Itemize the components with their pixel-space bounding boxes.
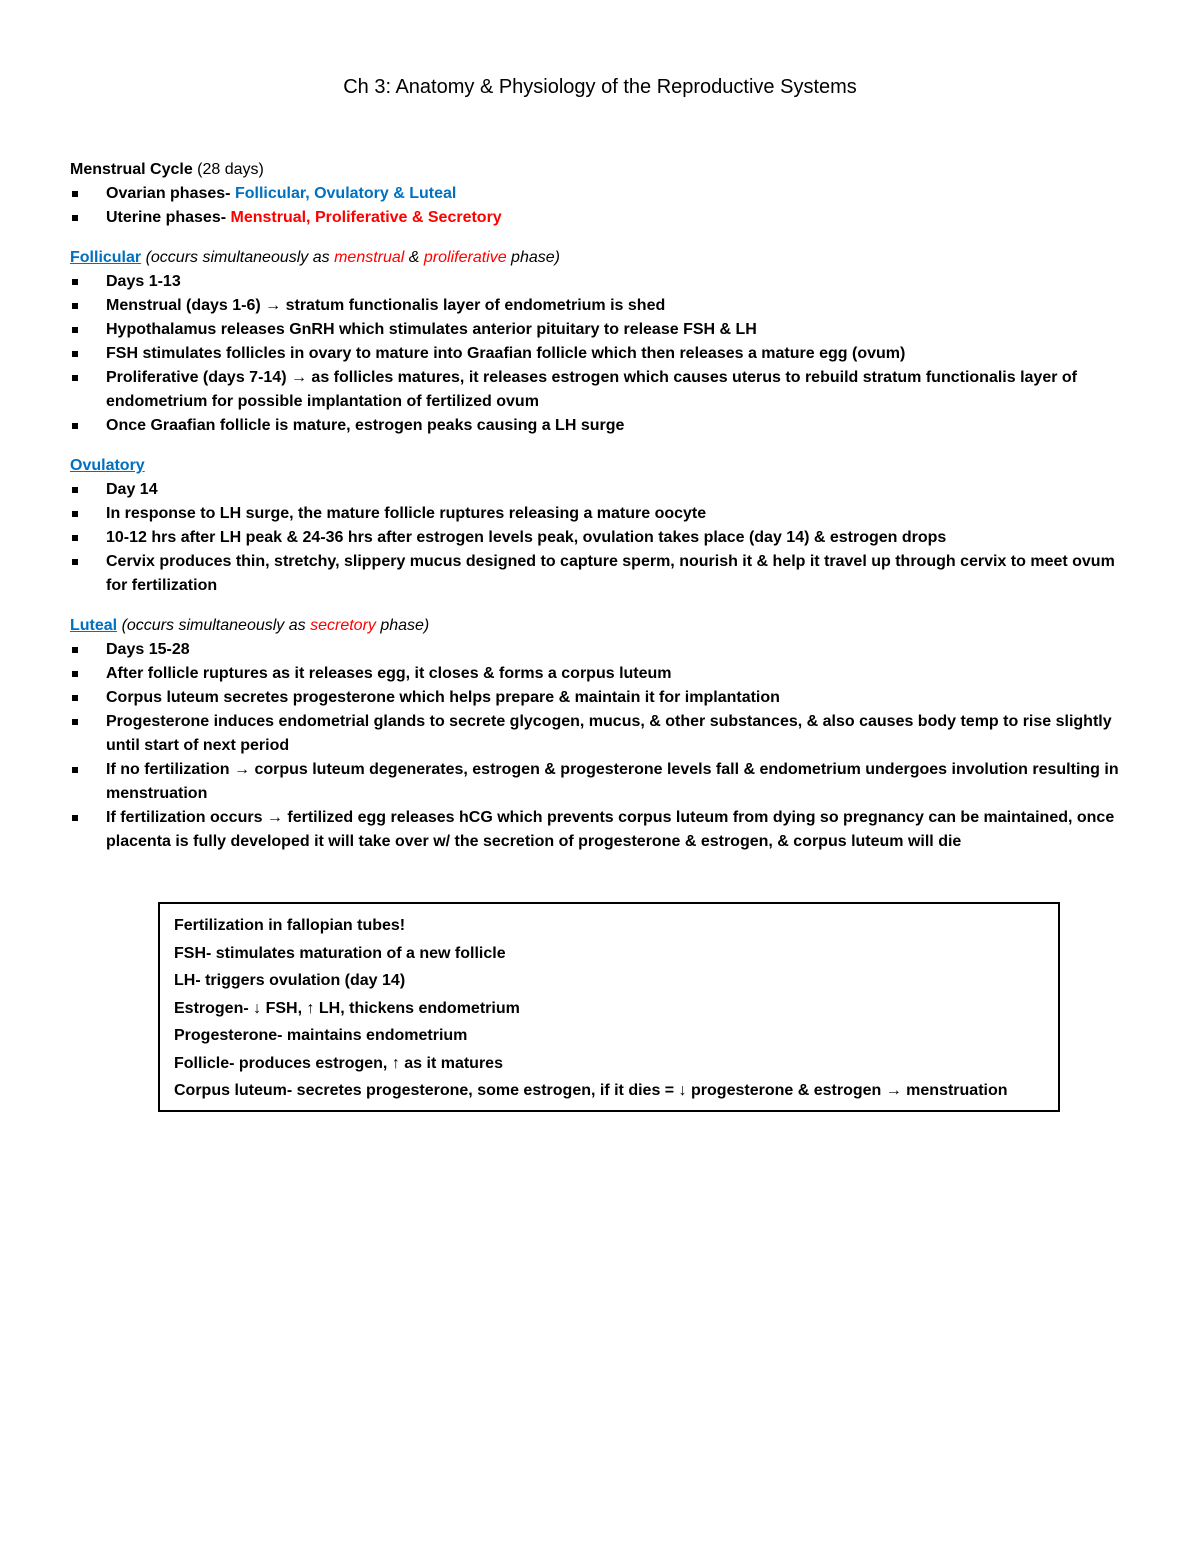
follicular-note: (occurs simultaneously as [141, 249, 335, 266]
luteal-title: Luteal [70, 617, 118, 634]
list-item [70, 638, 1135, 662]
list-item-text: In response to LH surge, the mature follicle ruptures releasing a mature oocyte [106, 505, 707, 522]
summary-line: Estrogen- ↓ FSH, ↑ LH, thickens endometrium [174, 999, 520, 1017]
follicular-note-and: & [404, 249, 424, 266]
list-item-text: Menstrual (days 1-6) → stratum functionalis layer of endometrium is shed [106, 297, 666, 314]
list-item [70, 414, 1135, 438]
follicular-note-end: phase) [506, 249, 560, 266]
list-item-text: 10-12 hrs after LH peak & 24-36 hrs after estrogen levels peak, ovulation takes place (day 14) & estrogen drops [106, 529, 947, 546]
luteal-note-end: phase) [375, 617, 430, 634]
list-item-text: Days 15-28 [106, 641, 190, 658]
bullet-icon [72, 511, 78, 517]
luteal-note: (occurs simultaneously as [117, 617, 311, 634]
bullet-icon [72, 695, 78, 701]
follicular-note-proliferative: proliferative [423, 249, 507, 266]
bullet-icon [72, 647, 78, 653]
list-item-text: After follicle ruptures as it releases egg, it closes & forms a corpus luteum [106, 665, 672, 682]
list-item-text: Proliferative (days 7-14) → as follicles matures, it releases estrogen which causes uterus to rebuild stratum functionalis layer of endometrium for possible implantation of fertilized ovum [106, 369, 1077, 410]
bullet-icon [72, 559, 78, 565]
list-item [70, 806, 1135, 854]
bullet-icon [72, 767, 78, 773]
uterine-phases-label: Uterine phases- [106, 209, 231, 226]
notes-body [70, 158, 1135, 854]
list-item [70, 366, 1135, 414]
list-item [70, 550, 1135, 598]
list-item-text: Corpus luteum secretes progesterone which helps prepare & maintain it for implantation [106, 689, 780, 706]
bullet-icon [72, 487, 78, 493]
ovulatory-heading [70, 454, 1135, 478]
list-item-text: Once Graafian follicle is mature, estrogen peaks causing a LH surge [106, 417, 625, 434]
list-item-text: Day 14 [106, 481, 158, 498]
list-item-text: FSH stimulates follicles in ovary to mature into Graafian follicle which then releases a mature egg (ovum) [106, 345, 906, 362]
summary-line: FSH- stimulates maturation of a new follicle [174, 944, 506, 962]
bullet-icon [72, 327, 78, 333]
list-item [70, 710, 1135, 758]
menstrual-cycle-heading [70, 158, 1135, 182]
menstrual-cycle-title: Menstrual Cycle [70, 161, 193, 178]
ovarian-phases-value: Follicular, Ovulatory & Luteal [234, 185, 457, 202]
summary-line: Follicle- produces estrogen, ↑ as it matures [174, 1054, 503, 1072]
follicular-list [70, 270, 1135, 438]
list-item [70, 478, 1135, 502]
follicular-note-menstrual: menstrual [334, 249, 405, 266]
bullet-icon [72, 375, 78, 381]
bullet-icon [72, 191, 78, 197]
list-item-text: Progesterone induces endometrial glands to secrete glycogen, mucus, & other substances, & also causes body temp to rise slightly until start of next period [106, 713, 1112, 754]
bullet-icon [72, 671, 78, 677]
list-item [70, 182, 1135, 206]
list-item [70, 342, 1135, 366]
list-item-text: Hypothalamus releases GnRH which stimulates anterior pituitary to release FSH & LH [106, 321, 757, 338]
bullet-icon [72, 303, 78, 309]
luteal-note-secretory: secretory [310, 617, 376, 634]
summary-line: Corpus luteum- secretes progesterone, some estrogen, if it dies = ↓ progesterone & estrogen → menstruation [174, 1082, 1008, 1099]
list-item [70, 502, 1135, 526]
bullet-icon [72, 423, 78, 429]
page-title: Ch 3: Anatomy & Physiology of the Reproductive Systems [343, 76, 857, 98]
list-item-text: Days 1-13 [106, 273, 181, 290]
list-item [70, 662, 1135, 686]
luteal-list [70, 638, 1135, 854]
summary-box [158, 902, 1060, 1112]
ovulatory-list [70, 478, 1135, 598]
ovulatory-title: Ovulatory [70, 457, 145, 474]
list-item [70, 758, 1135, 806]
bullet-icon [72, 351, 78, 357]
follicular-title: Follicular [70, 249, 142, 266]
ovarian-phases-label: Ovarian phases- [106, 185, 235, 202]
summary-line: Fertilization in fallopian tubes! [174, 917, 406, 934]
list-item-text: If no fertilization → corpus luteum degenerates, estrogen & progesterone levels fall & endometrium undergoes involution resulting in menstruation [106, 761, 1119, 802]
phase-list [70, 182, 1135, 230]
list-item [70, 206, 1135, 230]
summary-line: LH- triggers ovulation (day 14) [174, 972, 406, 989]
list-item [70, 526, 1135, 550]
list-item [70, 686, 1135, 710]
list-item [70, 294, 1135, 318]
bullet-icon [72, 279, 78, 285]
uterine-phases-value: Menstrual, Proliferative & Secretory [230, 209, 502, 226]
list-item-text: If fertilization occurs → fertilized egg releases hCG which prevents corpus luteum from dying so pregnancy can be maintained, once placenta is fully developed it will take over w/ the secretion of progesterone & estrogen, & corpus luteum will die [106, 809, 1115, 850]
bullet-icon [72, 535, 78, 541]
list-item-text: Cervix produces thin, stretchy, slippery mucus designed to capture sperm, nourish it & help it travel up through cervix to meet ovum for fertilization [106, 553, 1115, 594]
list-item [70, 270, 1135, 294]
list-item [70, 318, 1135, 342]
summary-line: Progesterone- maintains endometrium [174, 1027, 468, 1044]
bullet-icon [72, 815, 78, 821]
follicular-heading [70, 246, 1135, 270]
bullet-icon [72, 719, 78, 725]
luteal-heading [70, 614, 1135, 638]
menstrual-cycle-duration: (28 days) [192, 161, 264, 178]
bullet-icon [72, 215, 78, 221]
